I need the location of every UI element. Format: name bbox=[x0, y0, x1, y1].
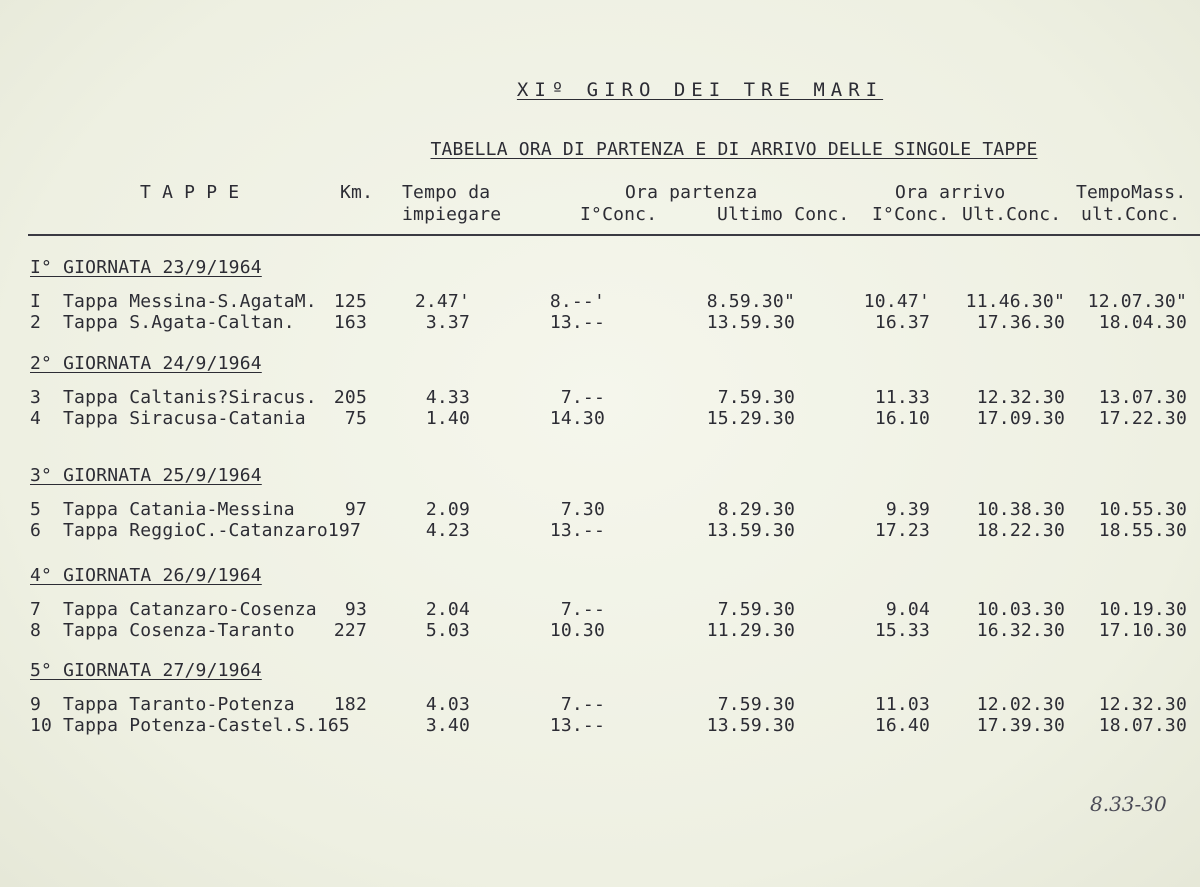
cell-ault: 18.22.30 bbox=[976, 520, 1065, 541]
header-tempo-2: impiegare bbox=[402, 204, 502, 225]
cell-km: 163 bbox=[333, 312, 367, 333]
document-subtitle: TABELLA ORA DI PARTENZA E DI ARRIVO DELLE SINGOLE TAPPE bbox=[430, 139, 1038, 160]
cell-ault: 10.38.30 bbox=[976, 499, 1065, 520]
cell-name: Tappa Messina-S.AgataM. bbox=[63, 291, 317, 312]
cell-a1: 15.33 bbox=[874, 620, 930, 641]
cell-tempo: 3.40 bbox=[425, 715, 470, 736]
cell-a1: 17.23 bbox=[874, 520, 930, 541]
cell-km: 182 bbox=[333, 694, 367, 715]
cell-pult: 15.29.30 bbox=[706, 408, 795, 429]
cell-tmax: 12.32.30 bbox=[1098, 694, 1187, 715]
cell-km: 93 bbox=[344, 599, 367, 620]
cell-name: Tappa Taranto-Potenza bbox=[63, 694, 295, 715]
cell-n: 3 bbox=[30, 387, 42, 408]
header-tempomax: TempoMass. bbox=[1076, 182, 1187, 203]
cell-tempo: 4.23 bbox=[425, 520, 470, 541]
cell-p1: 14.30 bbox=[549, 408, 605, 429]
cell-a1: 16.10 bbox=[874, 408, 930, 429]
header-arrivo-first: I°Conc. bbox=[872, 204, 950, 225]
cell-p1: 13.-- bbox=[549, 312, 605, 333]
cell-a1: 10.47' bbox=[863, 291, 930, 312]
cell-n: 8 bbox=[30, 620, 42, 641]
header-arrivo: Ora arrivo bbox=[895, 182, 1006, 203]
cell-tmax: 18.55.30 bbox=[1098, 520, 1187, 541]
cell-tempo: 2.47' bbox=[414, 291, 470, 312]
cell-km: 125 bbox=[333, 291, 367, 312]
cell-a1: 11.33 bbox=[874, 387, 930, 408]
cell-pult: 8.59.30" bbox=[706, 291, 795, 312]
day-label: I° GIORNATA 23/9/1964 bbox=[30, 257, 262, 278]
cell-tmax: 18.07.30 bbox=[1098, 715, 1187, 736]
cell-n: 2 bbox=[30, 312, 42, 333]
header-tempomax-2: ult.Conc. bbox=[1081, 204, 1181, 225]
cell-a1: 9.39 bbox=[885, 499, 930, 520]
cell-n: 10 bbox=[30, 715, 53, 736]
cell-n: 9 bbox=[30, 694, 42, 715]
cell-pult: 13.59.30 bbox=[706, 715, 795, 736]
cell-a1: 16.40 bbox=[874, 715, 930, 736]
cell-name: Tappa Caltanis?Siracus. bbox=[63, 387, 317, 408]
cell-km: 227 bbox=[333, 620, 367, 641]
cell-name: Tappa Siracusa-Catania bbox=[63, 408, 306, 429]
cell-tempo: 4.03 bbox=[425, 694, 470, 715]
cell-tmax: 17.22.30 bbox=[1098, 408, 1187, 429]
cell-km: 75 bbox=[344, 408, 367, 429]
document-title: XIº GIRO DEI TRE MARI bbox=[516, 79, 884, 101]
day-label: 5° GIORNATA 27/9/1964 bbox=[30, 660, 262, 681]
cell-tmax: 10.55.30 bbox=[1098, 499, 1187, 520]
cell-name: Tappa ReggioC.-Catanzaro197 bbox=[63, 520, 361, 541]
header-tappe: T A P P E bbox=[140, 182, 240, 203]
cell-p1: 7.30 bbox=[560, 499, 605, 520]
cell-n: 4 bbox=[30, 408, 42, 429]
cell-pult: 7.59.30 bbox=[717, 387, 795, 408]
cell-tempo: 4.33 bbox=[425, 387, 470, 408]
cell-ault: 12.02.30 bbox=[976, 694, 1065, 715]
day-label: 3° GIORNATA 25/9/1964 bbox=[30, 465, 262, 486]
cell-ault: 12.32.30 bbox=[976, 387, 1065, 408]
header-tempo: Tempo da bbox=[402, 182, 491, 203]
header-arrivo-last: Ult.Conc. bbox=[962, 204, 1062, 225]
cell-ault: 10.03.30 bbox=[976, 599, 1065, 620]
header-partenza-first: I°Conc. bbox=[580, 204, 658, 225]
cell-a1: 11.03 bbox=[874, 694, 930, 715]
cell-tempo: 2.04 bbox=[425, 599, 470, 620]
cell-ault: 17.36.30 bbox=[976, 312, 1065, 333]
header-km: Km. bbox=[340, 182, 374, 203]
cell-p1: 13.-- bbox=[549, 520, 605, 541]
cell-n: 5 bbox=[30, 499, 42, 520]
cell-n: 6 bbox=[30, 520, 42, 541]
header-rule bbox=[28, 234, 1200, 236]
cell-km: 97 bbox=[344, 499, 367, 520]
cell-pult: 7.59.30 bbox=[717, 599, 795, 620]
cell-name: Tappa Potenza-Castel.S.165 bbox=[63, 715, 350, 736]
cell-tmax: 10.19.30 bbox=[1098, 599, 1187, 620]
cell-pult: 7.59.30 bbox=[717, 694, 795, 715]
cell-p1: 10.30 bbox=[549, 620, 605, 641]
cell-p1: 7.-- bbox=[560, 599, 605, 620]
cell-name: Tappa S.Agata-Caltan. bbox=[63, 312, 295, 333]
cell-tempo: 2.09 bbox=[425, 499, 470, 520]
cell-p1: 7.-- bbox=[560, 387, 605, 408]
cell-pult: 11.29.30 bbox=[706, 620, 795, 641]
cell-name: Tappa Catanzaro-Cosenza bbox=[63, 599, 317, 620]
cell-p1: 8.--' bbox=[549, 291, 605, 312]
cell-name: Tappa Cosenza-Taranto bbox=[63, 620, 295, 641]
cell-ault: 17.09.30 bbox=[976, 408, 1065, 429]
cell-n: 7 bbox=[30, 599, 42, 620]
cell-n: I bbox=[30, 291, 42, 312]
day-label: 4° GIORNATA 26/9/1964 bbox=[30, 565, 262, 586]
cell-tempo: 5.03 bbox=[425, 620, 470, 641]
cell-pult: 8.29.30 bbox=[717, 499, 795, 520]
cell-tmax: 13.07.30 bbox=[1098, 387, 1187, 408]
cell-p1: 7.-- bbox=[560, 694, 605, 715]
cell-ault: 17.39.30 bbox=[976, 715, 1065, 736]
cell-name: Tappa Catania-Messina bbox=[63, 499, 295, 520]
cell-tmax: 17.10.30 bbox=[1098, 620, 1187, 641]
cell-pult: 13.59.30 bbox=[706, 520, 795, 541]
handwritten-note: 8.33-30 bbox=[1090, 792, 1167, 816]
day-label: 2° GIORNATA 24/9/1964 bbox=[30, 353, 262, 374]
cell-ault: 11.46.30" bbox=[965, 291, 1065, 312]
cell-tmax: 18.04.30 bbox=[1098, 312, 1187, 333]
cell-a1: 16.37 bbox=[874, 312, 930, 333]
cell-ault: 16.32.30 bbox=[976, 620, 1065, 641]
header-partenza-last: Ultimo Conc. bbox=[717, 204, 850, 225]
cell-tempo: 1.40 bbox=[425, 408, 470, 429]
cell-p1: 13.-- bbox=[549, 715, 605, 736]
header-partenza: Ora partenza bbox=[625, 182, 758, 203]
cell-tmax: 12.07.30" bbox=[1087, 291, 1187, 312]
cell-km: 205 bbox=[333, 387, 367, 408]
cell-tempo: 3.37 bbox=[425, 312, 470, 333]
cell-pult: 13.59.30 bbox=[706, 312, 795, 333]
cell-a1: 9.04 bbox=[885, 599, 930, 620]
